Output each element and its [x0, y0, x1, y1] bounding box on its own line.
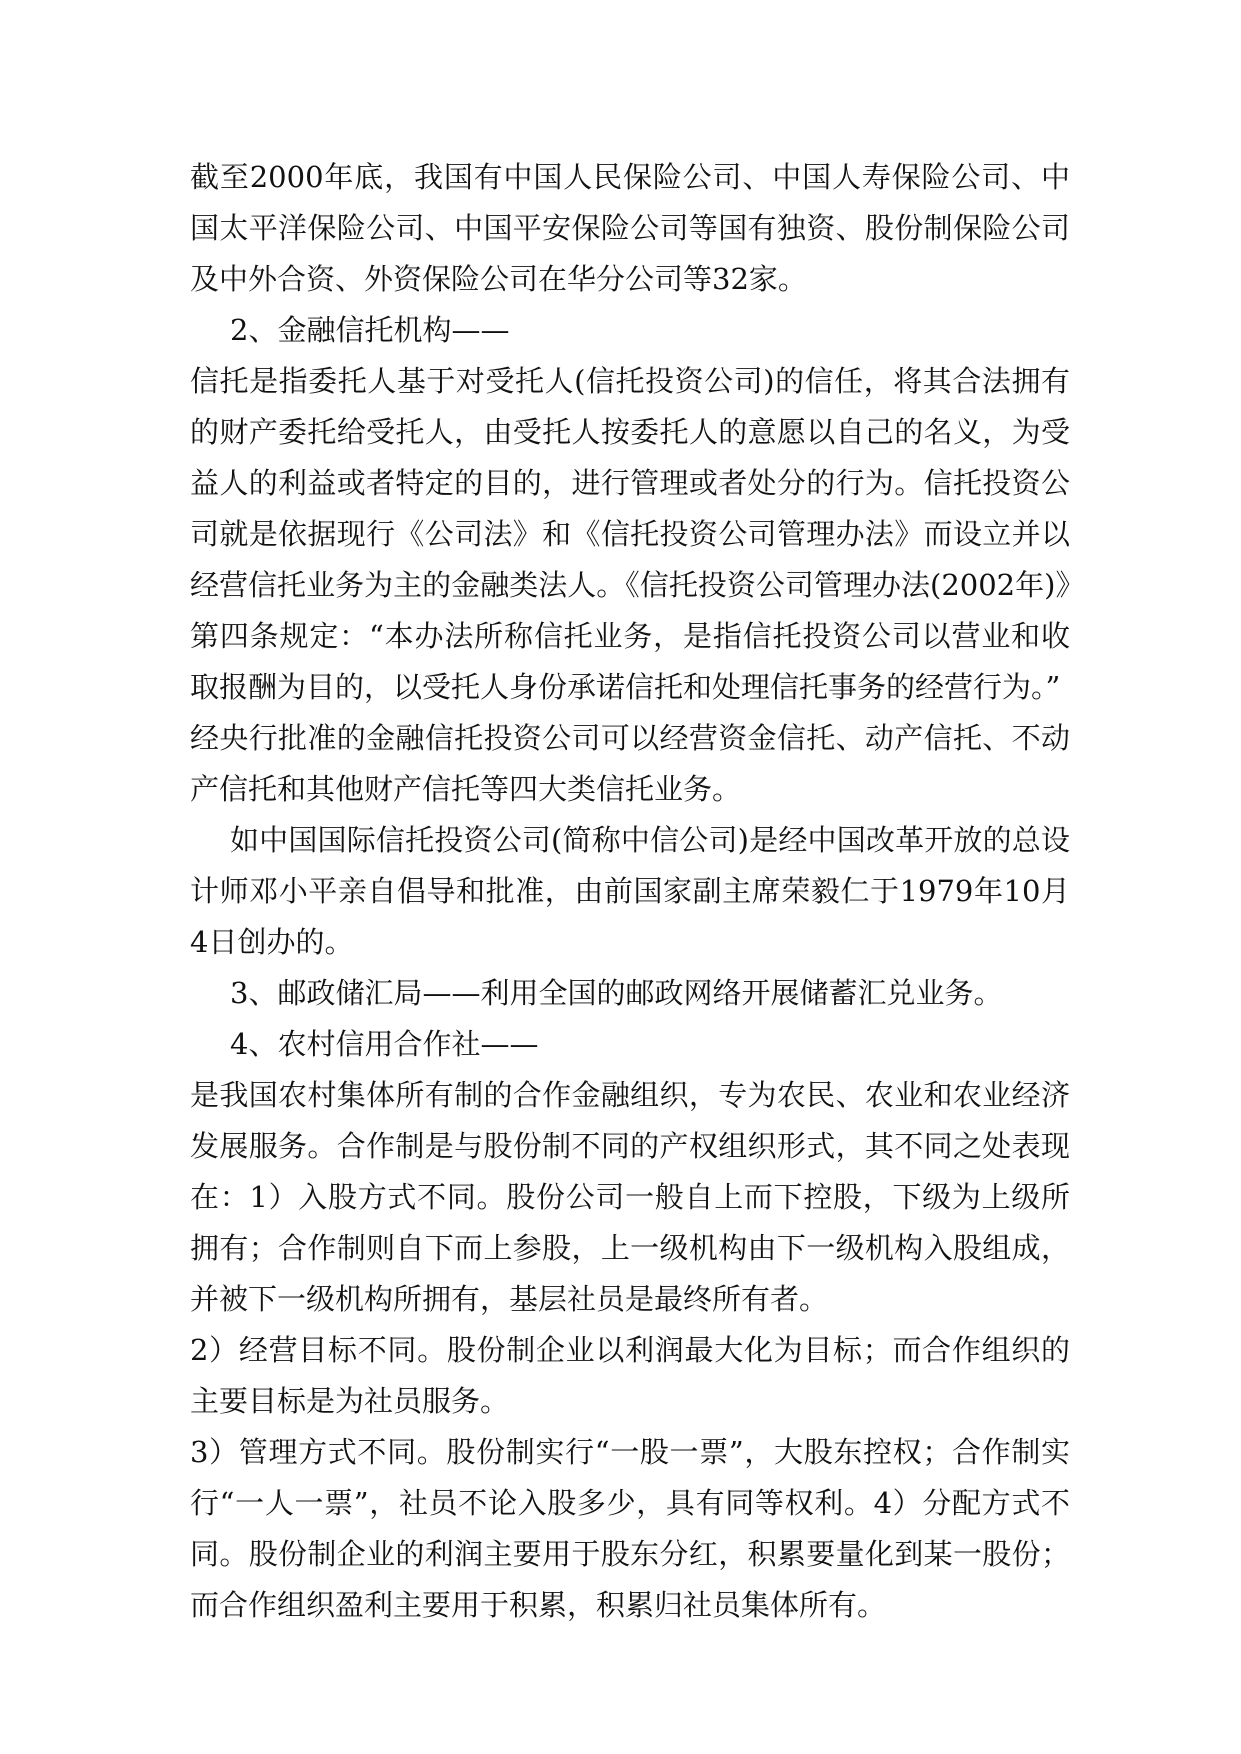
heading-trust-institutions: 2、金融信托机构——	[230, 313, 510, 347]
paragraph-citic-example: 如中国国际信托投资公司(简称中信公司)是经中国改革开放的总设计师邓小平亲自倡导和批准，由前国家副主席荣毅仁于1979年10月4日创办的。	[190, 823, 1070, 959]
heading-postal-savings: 3、邮政储汇局——利用全国的邮政网络开展储蓄汇兑业务。	[230, 976, 1003, 1010]
paragraph-insurance-summary: 截至2000年底，我国有中国人民保险公司、中国人寿保险公司、中国太平洋保险公司、中国平安保险公司等国有独资、股份制保险公司及中外合资、外资保险公司在华分公司等32家。	[190, 160, 1070, 296]
paragraph-trust-business-types: 经央行批准的金融信托投资公司可以经营资金信托、动产信托、不动产信托和其他财产信托等四大类信托业务。	[190, 721, 1070, 806]
paragraph-difference-goal: 2）经营目标不同。股份制企业以利润最大化为目标；而合作组织的主要目标是为社员服务。	[190, 1333, 1070, 1418]
paragraph-rural-definition: 是我国农村集体所有制的合作金融组织，专为农民、农业和农业经济发展服务。合作制是与股份制不同的产权组织形式，其不同之处表现在：1）入股方式不同。股份公司一般自上而下控股，下级为上级所拥有；合作制则自下而上参股，上一级机构由下一级机构入股组成，并被下一级机构所拥有，基层社员是最终所有者。	[190, 1078, 1070, 1316]
document-body	[190, 152, 1070, 1631]
paragraph-trust-definition: 信托是指委托人基于对受托人(信托投资公司)的信任，将其合法拥有的财产委托给受托人，由受托人按委托人的意愿以自己的名义，为受益人的利益或者特定的目的，进行管理或者处分的行为。信托投资公司就是依据现行《公司法》和《信托投资公司管理办法》而设立并以经营信托业务为主的金融类法人。《信托投资公司管理办法(2002年)》第四条规定：“本办法所称信托业务，是指信托投资公司以营业和收取报酬为目的，以受托人身份承诺信托和处理信托事务的经营行为。”	[190, 364, 1070, 704]
paragraph-difference-management: 3）管理方式不同。股份制实行“一股一票”，大股东控权；合作制实行“一人一票”，社员不论入股多少，具有同等权利。4）分配方式不同。股份制企业的利润主要用于股东分红，积累要量化到某一股份；而合作组织盈利主要用于积累，积累归社员集体所有。	[190, 1435, 1070, 1622]
heading-rural-credit: 4、农村信用合作社——	[230, 1027, 539, 1061]
